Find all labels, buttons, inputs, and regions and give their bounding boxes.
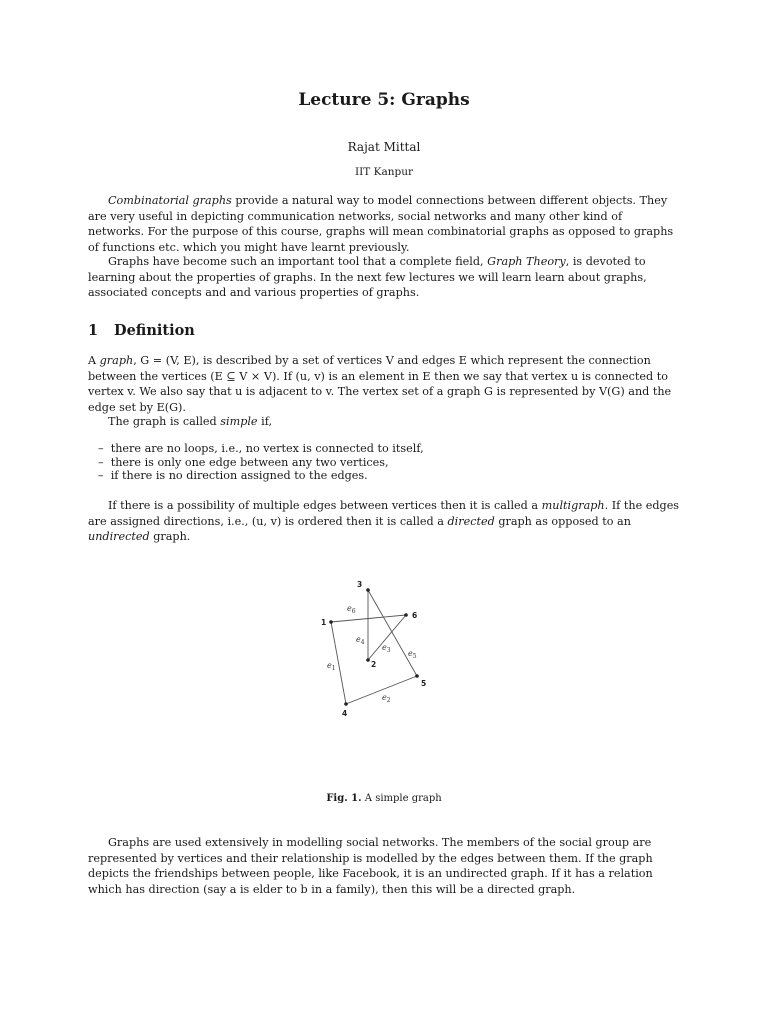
author-name: Rajat Mittal: [347, 140, 421, 154]
graph-vertex-5: [415, 674, 419, 678]
paragraph-text: graph.: [149, 530, 191, 543]
emphasis-text: Combinatorial graphs: [108, 194, 232, 207]
multigraph-paragraph: [88, 498, 680, 545]
vertex-label-1: 1: [321, 618, 327, 627]
graph-edge-e1: [331, 622, 346, 704]
emphasis-text: graph: [99, 354, 134, 367]
list-item: – there is only one edge between any two vertices,: [98, 456, 424, 470]
edge-label-e3: $e_3$: [382, 643, 391, 654]
vertex-label-2: 2: [371, 660, 377, 669]
edge-label-e6: $e_6$: [347, 604, 356, 615]
graph-vertex-1: [329, 620, 333, 624]
emphasis-text: Graph Theory: [487, 255, 566, 268]
affiliation: IIT Kanpur: [354, 166, 413, 178]
section-number: 1: [88, 322, 99, 339]
paragraph-text: if,: [257, 415, 272, 428]
graph-figure: [300, 572, 460, 732]
vertex-label-6: 6: [412, 611, 418, 620]
paragraph-text: A: [88, 354, 100, 367]
list-item: – there are no loops, i.e., no vertex is connected to itself,: [98, 442, 424, 456]
paragraph-text: Graphs are used extensively in modelling social networks. The members of the social group are represented by vertices and their relationship is modelled by the edges between them. If the graph depicts the friendships between people, like Facebook, it is an undirected graph. If it has a relation which has direction (say a is elder to b in a family), then this will be a directed graph.: [88, 836, 653, 896]
intro-paragraph-1: [88, 193, 680, 255]
emphasis-text: undirected: [88, 530, 150, 543]
section-title: Definition: [114, 322, 195, 339]
vertex-label-5: 5: [421, 679, 427, 688]
graph-vertex-6: [404, 613, 408, 617]
graph-vertex-2: [366, 658, 370, 662]
paragraph-text: . If the edges are assigned directions, i.e., (u, v) is ordered then it is called a: [88, 499, 680, 528]
vertex-label-4: 4: [342, 709, 348, 718]
closing-paragraph: [88, 835, 680, 897]
paragraph-text: , G = (V, E), is described by a set of vertices V and edges E which represent the connection between the vertices (E ⊆ V × V). If (u, v) is an element in E then we say that vertex u is connected to vertex v. We also say that u is adjacent to v. The vertex set of a graph G is represented by V(G) and the edge set by E(G).: [88, 354, 672, 414]
graph-vertex-4: [344, 702, 348, 706]
paragraph-text: graph as opposed to an: [494, 514, 631, 528]
edge-label-e1: $e_1$: [327, 661, 336, 672]
graph-edge-e6: [331, 615, 406, 622]
caption-text: A simple graph: [361, 793, 442, 804]
simple-graph-paragraph: [88, 414, 680, 430]
edge-label-e2: $e_2$: [382, 693, 391, 704]
paper-title: Lecture 5: Graphs: [298, 90, 470, 110]
paragraph-text: provide a natural way to model connections between different objects. They are very useful in depicting communication networks, social networks and many other kind of networks. For the purpose of this course, graphs will mean combinatorial graphs as opposed to graphs of functions etc. which you might have learnt previously.: [88, 194, 674, 254]
section-heading: [88, 322, 195, 339]
list-item: – if there is no direction assigned to the edges.: [98, 469, 424, 483]
caption-label: Fig. 1.: [326, 793, 362, 804]
figure-caption: [0, 793, 768, 804]
paragraph-text: If there is a possibility of multiple edges between vertices then it is called a: [108, 499, 542, 512]
conditions-list: [98, 442, 424, 483]
paragraph-text: Graphs have become such an important tool that a complete field,: [108, 255, 488, 268]
emphasis-text: directed: [447, 514, 495, 528]
edge-label-e4: $e_4$: [356, 635, 365, 646]
graph-vertex-3: [366, 588, 370, 592]
paragraph-text: The graph is called: [108, 415, 221, 428]
edge-label-e5: $e_5$: [408, 649, 417, 660]
vertex-label-3: 3: [357, 580, 363, 589]
definition-paragraph: [88, 353, 680, 415]
emphasis-text: multigraph: [541, 499, 605, 512]
intro-paragraph-2: [88, 254, 680, 301]
emphasis-text: simple: [220, 415, 258, 428]
paragraph-text: , is devoted to learning about the properties of graphs. In the next few lectures we will learn learn about graphs, associated concepts and and various properties of graphs.: [88, 255, 647, 299]
